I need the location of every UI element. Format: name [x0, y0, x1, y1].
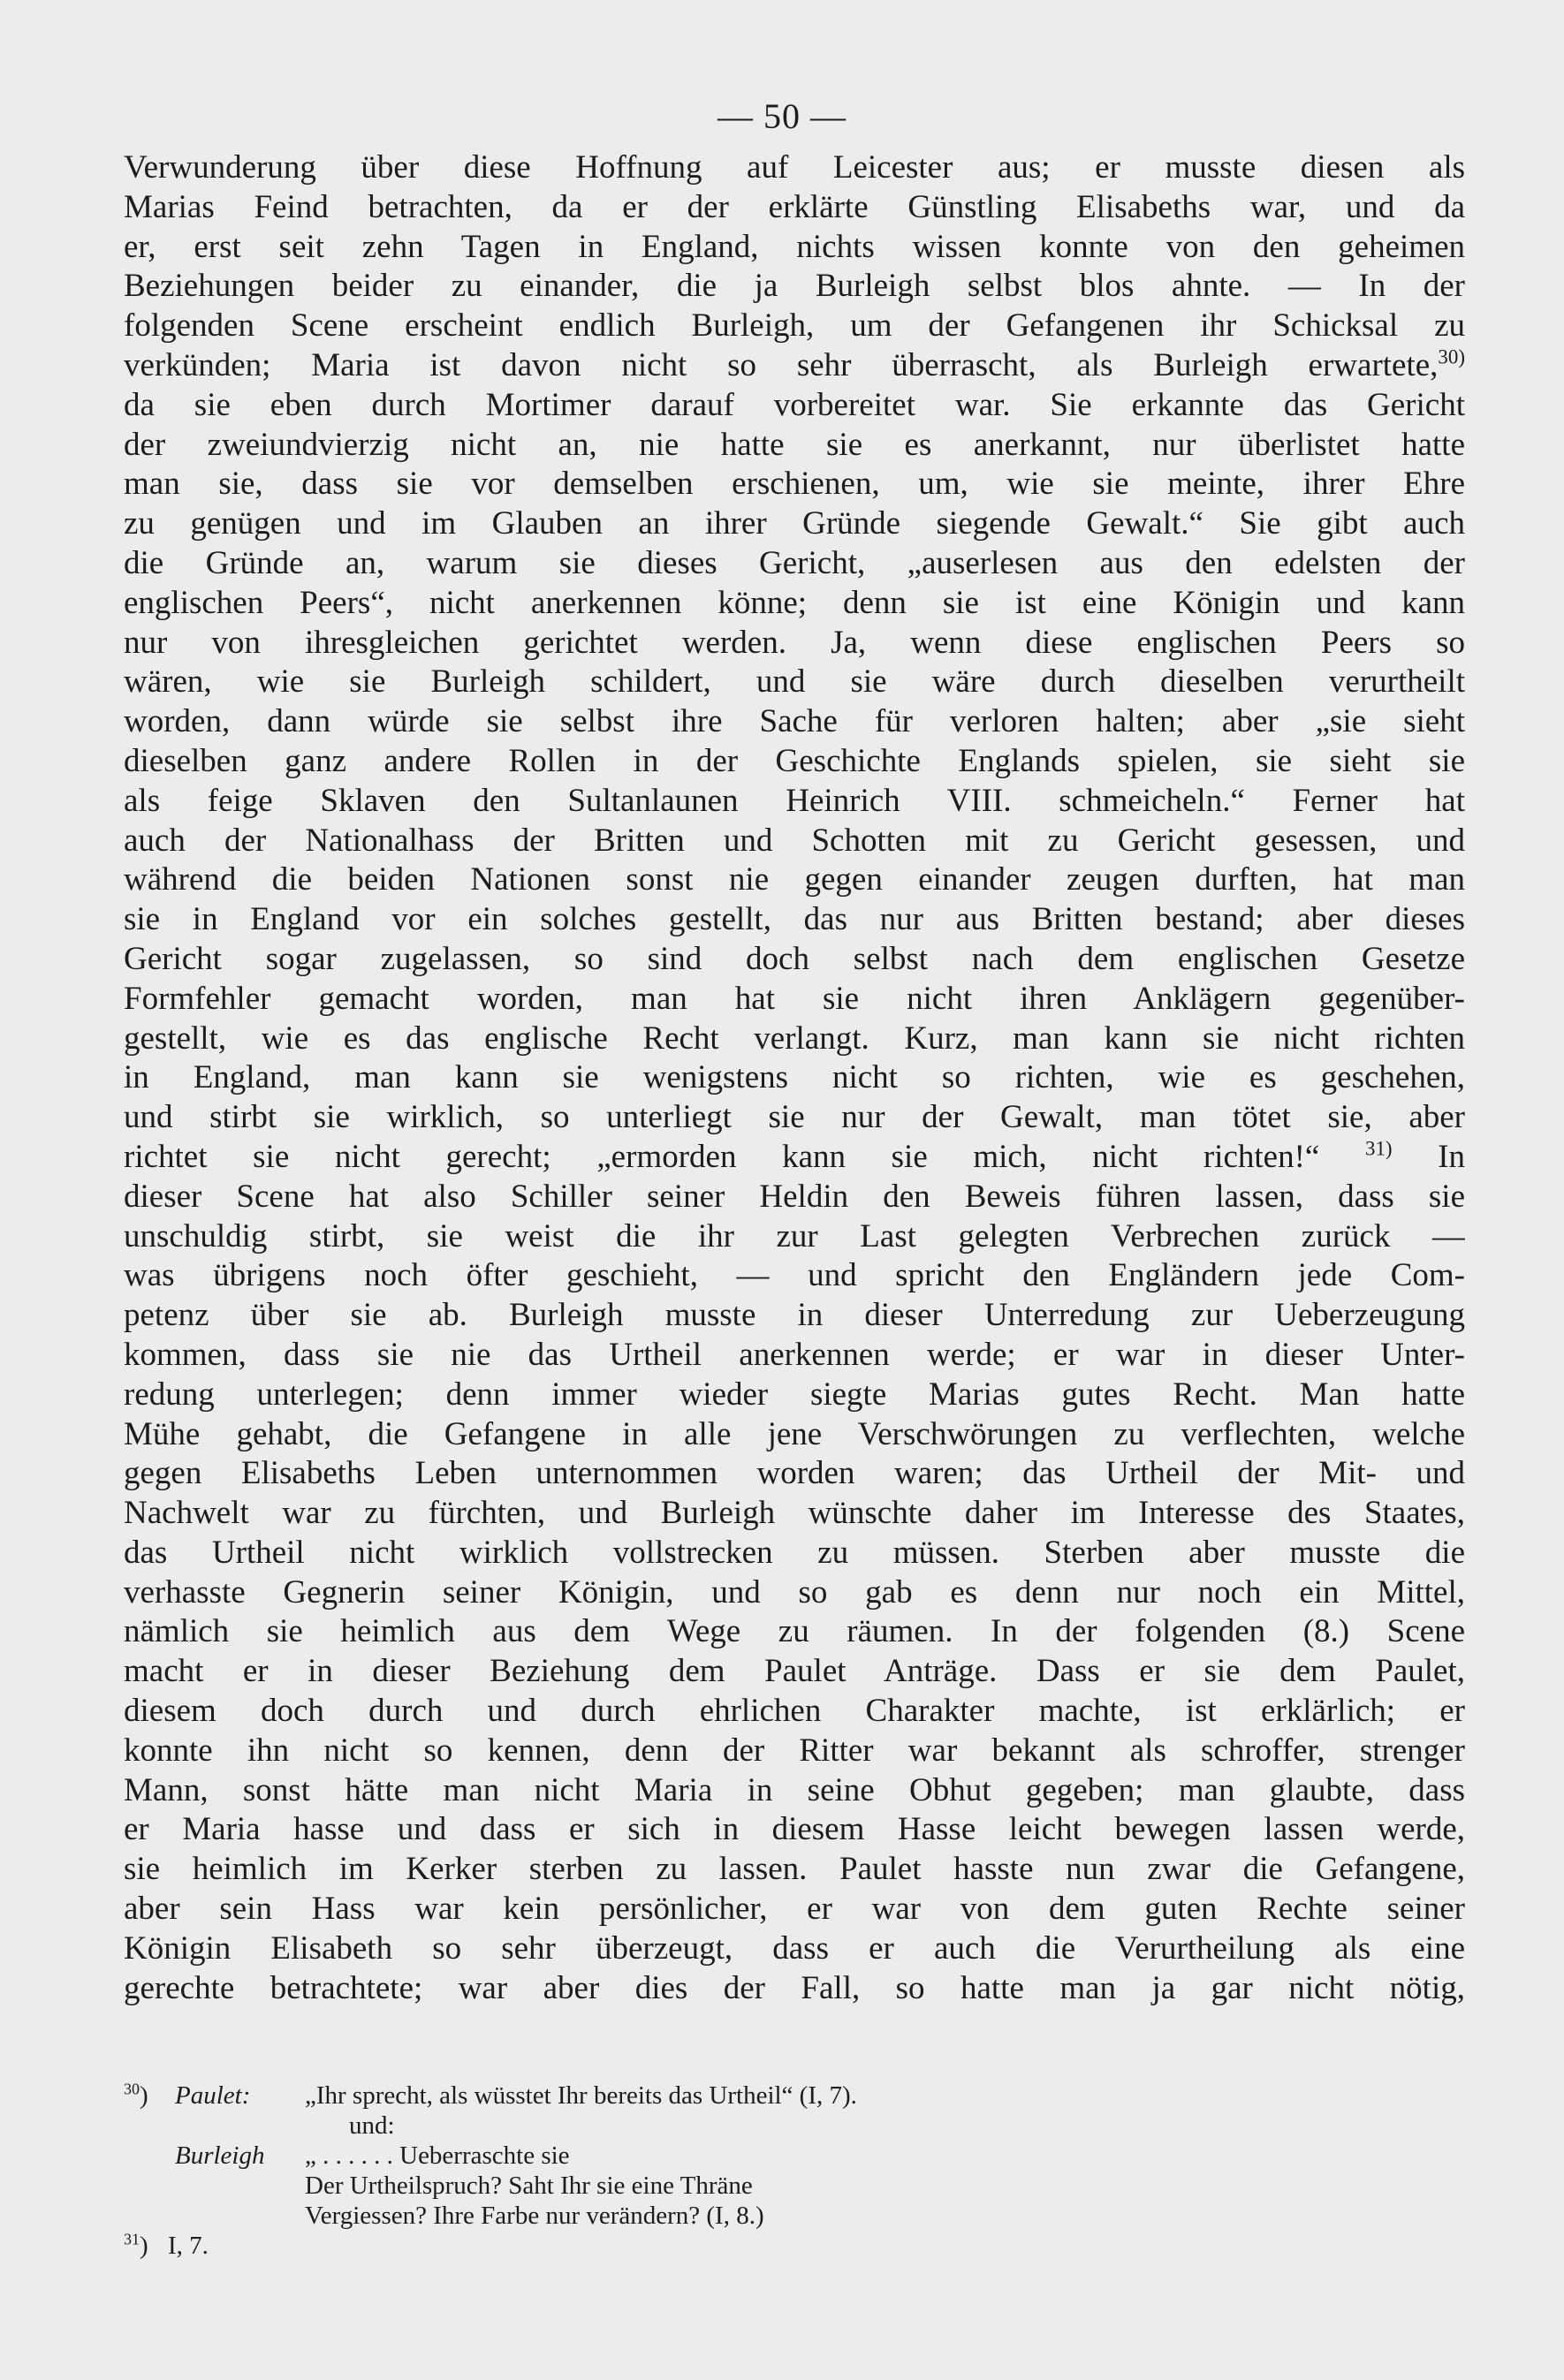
text-line: Formfehler gemacht worden, man hat sie nicht ihren Anklägern gegenüber-	[124, 980, 1465, 1017]
text-fragment: verkünden; Maria ist davon nicht so sehr überrascht, als Burleigh erwartete,	[124, 346, 1439, 383]
text-line: Mühe gehabt, die Gefangene in alle jene Verschwörungen zu verflechten, welche	[124, 1415, 1465, 1452]
text-line: gerechte betrachtete; war aber dies der Fall, so hatte man ja gar nicht nötig,	[124, 1969, 1465, 2006]
text-line: nämlich sie heimlich aus dem Wege zu räumen. In der folgenden (8.) Scene	[124, 1613, 1465, 1650]
footnote-ref-31: 31)	[1364, 1137, 1393, 1160]
text-line: sie heimlich im Kerker sterben zu lassen. Paulet hasste nun zwar die Gefangene,	[124, 1851, 1465, 1888]
text-line-with-footnote-ref	[124, 1138, 1465, 1178]
text-line: in England, man kann sie wenigstens nicht so richten, wie es geschehen,	[124, 1059, 1465, 1096]
text-line: und stirbt sie wirklich, so unterliegt sie nur der Gewalt, man tötet sie, aber	[124, 1099, 1465, 1136]
text-line: als feige Sklaven den Sultanlaunen Heinrich VIII. schmeicheln.“ Ferner hat	[124, 782, 1465, 819]
footnote-line	[124, 2171, 1361, 2201]
text-line: aber sein Hass war kein persönlicher, er war von dem guten Rechte seiner	[124, 1891, 1465, 1928]
text-line: macht er in dieser Beziehung dem Paulet Anträge. Dass er sie dem Paulet,	[124, 1653, 1465, 1690]
text-line: gegen Elisabeths Leben unternommen worden waren; das Urtheil der Mit- und	[124, 1455, 1465, 1492]
text-line: da sie eben durch Mortimer darauf vorbereitet war. Sie erkannte das Gericht	[124, 386, 1465, 423]
text-line: nur von ihresgleichen gerichtet werden. Ja, wenn diese englischen Peers so	[124, 624, 1465, 661]
footnote-marker: $^{30}$)	[124, 2080, 148, 2110]
text-line: er Maria hasse und dass er sich in diesem Hasse leicht bewegen lassen werde,	[124, 1811, 1465, 1848]
text-line: folgenden Scene erscheint endlich Burleigh, um der Gefangenen ihr Schicksal zu	[124, 307, 1465, 345]
text-fragment: In	[1438, 1138, 1465, 1175]
text-line: auch der Nationalhass der Britten und Schotten mit zu Gericht gesessen, und	[124, 822, 1465, 859]
footnote-text: Vergiessen? Ihre Farbe nur verändern? (I, 8.)	[305, 2202, 764, 2230]
text-line: wären, wie sie Burleigh schildert, und sie wäre durch dieselben verurtheilt	[124, 663, 1465, 701]
text-line: verhasste Gegnerin seiner Königin, und so gab es denn nur noch ein Mittel,	[124, 1573, 1465, 1611]
text-line: zu genügen und im Glauben an ihrer Gründe siegende Gewalt.“ Sie gibt auch	[124, 505, 1465, 542]
footnote-text: und:	[349, 2111, 395, 2140]
body-text	[124, 148, 1465, 2008]
text-line: die Gründe an, warum sie dieses Gericht, „auserlesen aus den edelsten der	[124, 544, 1465, 581]
footnote-ref-30: 30)	[1438, 345, 1465, 368]
text-line: sie in England vor ein solches gestellt, das nur aus Britten bestand; aber dieses	[124, 901, 1465, 938]
text-line: Mann, sonst hätte man nicht Maria in seine Obhut gegeben; man glaubte, dass	[124, 1771, 1465, 1808]
footnote-text: I, 7.	[168, 2232, 209, 2260]
text-line: dieser Scene hat also Schiller seiner Heldin den Beweis führen lassen, dass sie	[124, 1178, 1465, 1215]
text-line: was übrigens noch öfter geschieht, — und spricht den Engländern jede Com-	[124, 1257, 1465, 1294]
footnote-31	[124, 2231, 1361, 2261]
footnote-line	[124, 2201, 1361, 2231]
text-line: konnte ihn nicht so kennen, denn der Ritter war bekannt als schroffer, strenger	[124, 1732, 1465, 1769]
text-line: Nachwelt war zu fürchten, und Burleigh wünschte daher im Interesse des Staates,	[124, 1495, 1465, 1532]
footnote-marker: $^{31}$)	[124, 2230, 148, 2260]
footnote-speaker: Paulet:	[175, 2081, 251, 2110]
text-line: das Urtheil nicht wirklich vollstrecken zu müssen. Sterben aber musste die	[124, 1534, 1465, 1571]
text-line: redung unterlegen; denn immer wieder siegte Marias gutes Recht. Man hatte	[124, 1376, 1465, 1413]
text-fragment: richtet sie nicht gerecht; „ermorden kann sie mich, nicht richten!“	[124, 1138, 1320, 1175]
footnote-30	[124, 2081, 1361, 2111]
text-line: englischen Peers“, nicht anerkennen könne; denn sie ist eine Königin und kann	[124, 584, 1465, 621]
text-line: worden, dann würde sie selbst ihre Sache für verloren halten; aber „sie sieht	[124, 703, 1465, 740]
text-line: unschuldig stirbt, sie weist die ihr zur Last gelegten Verbrechen zurück —	[124, 1217, 1465, 1254]
text-line: Königin Elisabeth so sehr überzeugt, dass er auch die Verurtheilung als eine	[124, 1929, 1465, 1967]
text-line: dieselben ganz andere Rollen in der Geschichte Englands spielen, sie sieht sie	[124, 742, 1465, 779]
footnote-text: Der Urtheilspruch? Saht Ihr sie eine Thräne	[305, 2172, 753, 2200]
footnote-text: „ . . . . . . Ueberraschte sie	[305, 2141, 570, 2170]
text-line: kommen, dass sie nie das Urtheil anerkennen werde; er war in dieser Unter-	[124, 1336, 1465, 1373]
text-line: Beziehungen beider zu einander, die ja Burleigh selbst blos ahnte. — In der	[124, 268, 1465, 305]
text-line: er, erst seit zehn Tagen in England, nichts wissen konnte von den geheimen	[124, 228, 1465, 265]
text-line: während die beiden Nationen sonst nie gegen einander zeugen durften, hat man	[124, 861, 1465, 898]
footnotes	[124, 2081, 1361, 2261]
footnote-text: „Ihr sprecht, als wüsstet Ihr bereits das Urtheil“ (I, 7).	[305, 2081, 857, 2110]
text-line: diesem doch durch und durch ehrlichen Charakter machte, ist erklärlich; er	[124, 1693, 1465, 1730]
text-line: Marias Feind betrachten, da er der erklärte Günstling Elisabeths war, und da	[124, 188, 1465, 225]
page-number: — 50 —	[717, 96, 847, 136]
text-line: Gericht sogar zugelassen, so sind doch selbst nach dem englischen Gesetze	[124, 940, 1465, 977]
text-line: Verwunderung über diese Hoffnung auf Leicester aus; er musste diesen als	[124, 149, 1465, 186]
text-line: man sie, dass sie vor demselben erschienen, um, wie sie meinte, ihrer Ehre	[124, 466, 1465, 503]
footnote-line	[124, 2141, 1361, 2171]
footnote-line	[124, 2111, 1361, 2141]
text-line: petenz über sie ab. Burleigh musste in dieser Unterredung zur Ueberzeugung	[124, 1297, 1465, 1334]
text-line-with-footnote-ref	[124, 346, 1465, 386]
text-line: gestellt, wie es das englische Recht verlangt. Kurz, man kann sie nicht richten	[124, 1019, 1465, 1057]
text-line: der zweiundvierzig nicht an, nie hatte sie es anerkannt, nur überlistet hatte	[124, 426, 1465, 463]
footnote-speaker: Burleigh	[175, 2141, 265, 2170]
